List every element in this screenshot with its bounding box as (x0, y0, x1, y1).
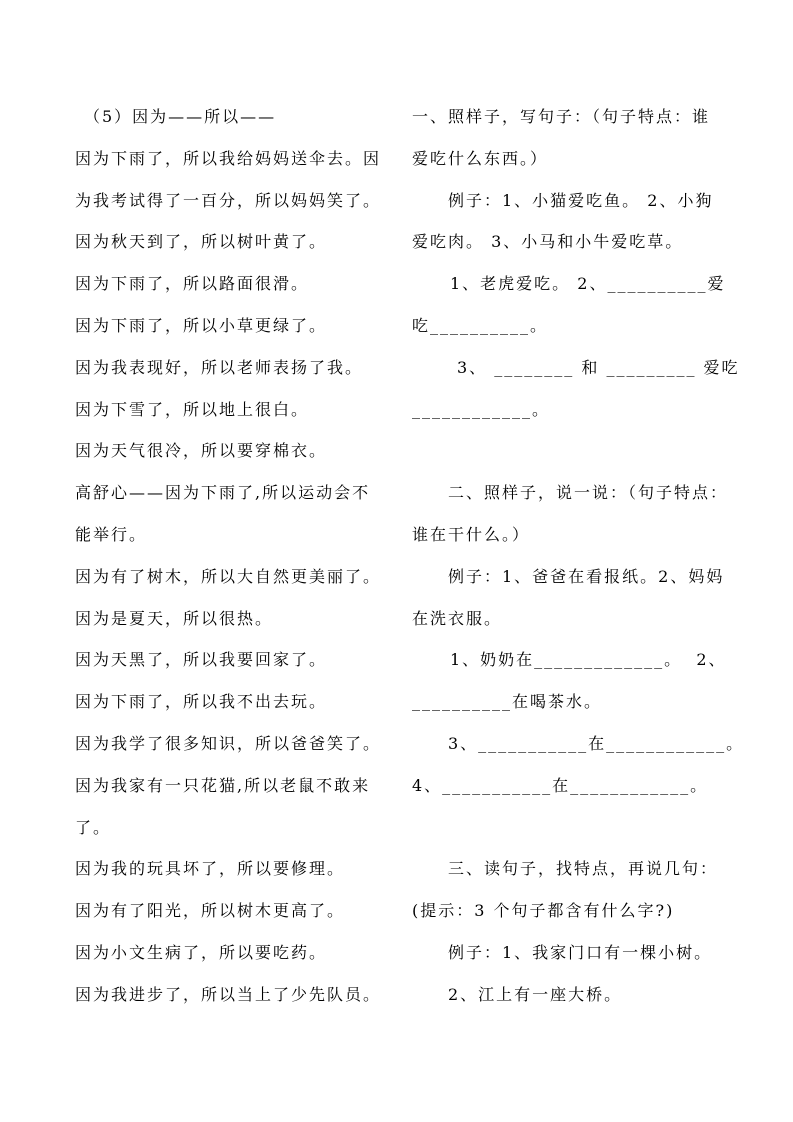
sentence-line: 因为天黑了，所以我要回家了。 (75, 650, 328, 670)
sentence-line: 高舒心——因为下雨了,所以运动会不 (75, 483, 371, 503)
sentence-line: 因为下雪了，所以地上很白。 (75, 399, 310, 419)
exercise-3-example: 例子：1、我家门口有一棵小树。 (448, 942, 713, 962)
exercise-1-example: 爱吃肉。 3、小马和小牛爱吃草。 (412, 232, 684, 252)
sentence-line: 因为下雨了，所以小草更绿了。 (75, 315, 328, 335)
sentence-line: 因为秋天到了，所以树叶黄了。 (75, 232, 328, 252)
sentence-line: 因为下雨了，所以我给妈妈送伞去。因 (75, 148, 382, 168)
sentence-line: 因为天气很冷，所以要穿棉衣。 (75, 441, 328, 461)
left-column (75, 96, 405, 1016)
exercise-1-task: 吃__________。 (412, 315, 549, 335)
exercise-2-task: 1、奶奶在_____________。 2、 (450, 650, 727, 670)
exercise-2-task: 4、___________在____________。 (412, 775, 709, 795)
exercise-3 (412, 848, 742, 1015)
sentence-line: 因为有了树木，所以大自然更美丽了。 (75, 566, 382, 586)
sentence-line: 因为我进步了，所以当上了少先队员。 (75, 984, 382, 1004)
blank-line (412, 430, 742, 472)
sentence-line: 因为小文生病了，所以要吃药。 (75, 942, 328, 962)
exercise-2-task: 3、___________在____________。 (448, 733, 745, 753)
right-column (412, 96, 745, 1016)
sentence-line: 因为我表现好，所以老师表扬了我。 (75, 357, 364, 377)
section-heading: （5）因为——所以—— (84, 107, 277, 126)
exercise-2-task: __________在喝茶水。 (412, 692, 603, 712)
exercise-3-title: 三、读句子，找特点，再说几句： (448, 859, 719, 879)
exercise-1-title: 爱吃什么东西。） (412, 148, 549, 168)
sentence-line: 因为我的玩具坏了，所以要修理。 (75, 859, 346, 879)
exercise-1-task: 3、 ________ 和 _________ 爱吃 (457, 357, 740, 377)
sentence-line: 因为我学了很多知识，所以爸爸笑了。 (75, 733, 382, 753)
sentence-line: 因为下雨了，所以路面很滑。 (75, 274, 310, 294)
sentence-line: 因为有了阳光，所以树木更高了。 (75, 901, 346, 921)
exercise-1-example: 例子：1、小猫爱吃鱼。 2、小狗 (448, 190, 714, 210)
exercise-2-title: 二、照样子，说一说：（句子特点： (448, 483, 729, 503)
exercise-2-title: 谁在干什么。） (412, 524, 531, 544)
sentence-line: 为我考试得了一百分，所以妈妈笑了。 (75, 190, 382, 210)
sentence-line: 了。 (75, 817, 112, 837)
sentence-line: 因为是夏天，所以很热。 (75, 608, 274, 628)
sentence-line: 因为我家有一只花猫,所以老鼠不敢来 (75, 775, 371, 795)
exercise-2-example: 例子：1、爸爸在看报纸。2、妈妈 (448, 566, 725, 586)
exercise-3-hint: (提示：3 个句子都含有什么字?) (412, 901, 675, 921)
exercise-2-example: 在洗衣服。 (412, 608, 503, 628)
sentence-line: 因为下雨了，所以我不出去玩。 (75, 692, 328, 712)
exercise-1-task: ____________。 (412, 399, 551, 419)
blank-line (412, 807, 742, 849)
exercise-2 (412, 472, 745, 806)
exercise-1-task: 1、老虎爱吃。 2、__________爱 (450, 274, 726, 294)
exercise-1-title: 一、照样子，写句子：（句子特点：谁 (412, 107, 711, 126)
sentence-line: 能举行。 (75, 524, 148, 544)
exercise-1 (412, 96, 742, 430)
exercise-3-example: 2、江上有一座大桥。 (448, 984, 623, 1004)
